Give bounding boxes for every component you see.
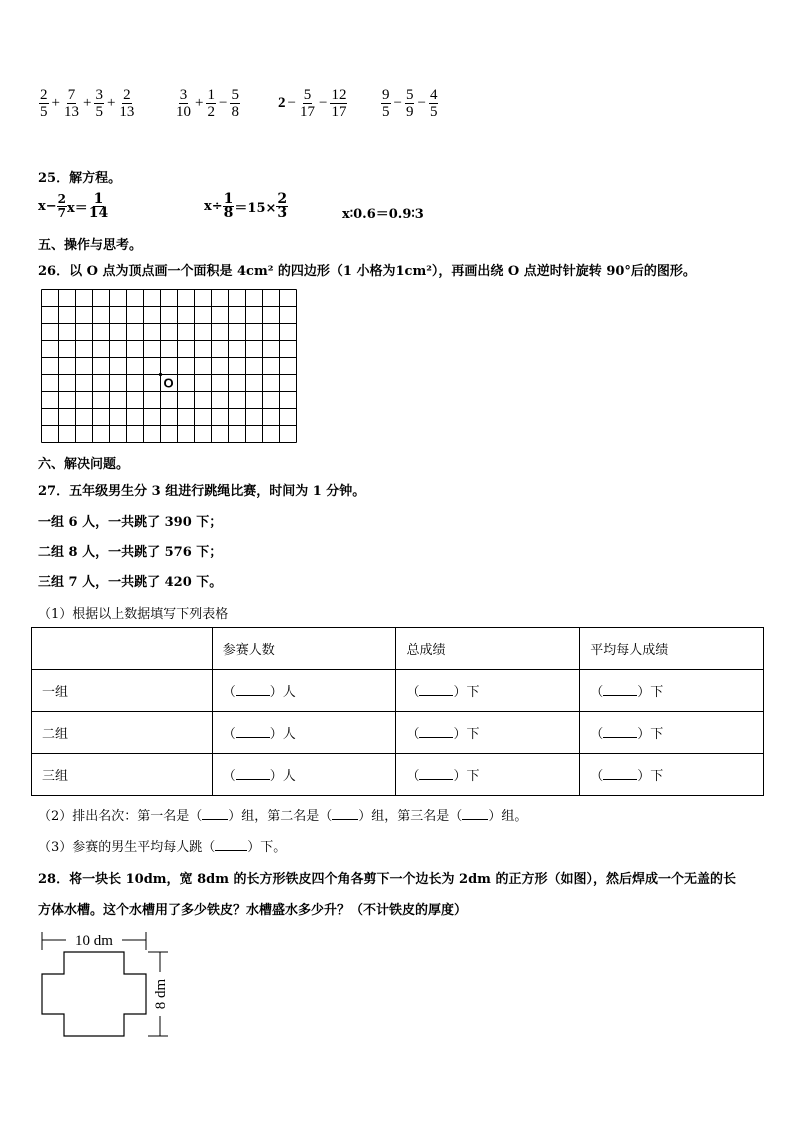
expression-3: 2 − $\frac{5}{17}$ − $\frac{12}{17}$	[278, 87, 347, 120]
rank-3-blank[interactable]	[462, 809, 488, 820]
equation-1: x− $\frac{2}{7}$ x＝ 1 14	[38, 191, 109, 221]
answer-cell[interactable]: （ ）下	[396, 712, 580, 754]
width-label: 10 dm	[75, 933, 113, 949]
q27-part1: （1）根据以上数据填写下列表格	[38, 607, 229, 622]
table-row	[32, 754, 764, 796]
point-o-label: O	[163, 375, 174, 391]
answer-cell[interactable]: （ ）人	[212, 712, 396, 754]
point-o-dot	[159, 373, 162, 376]
cross-shaped-sheet	[42, 952, 146, 1036]
q27-part3: （3）参赛的男生平均每人跳（ ）下。	[38, 840, 287, 855]
score-table	[31, 627, 764, 796]
expression-1: $\frac{2}{5}$ + $\frac{7}{13}$ + $\frac{3}{5}$ + $\frac{2}{13}$	[40, 87, 135, 120]
answer-cell[interactable]: （ ）人	[212, 670, 396, 712]
sheet-diagram	[36, 928, 176, 1040]
answer-cell[interactable]: （ ）下	[396, 670, 580, 712]
q27-group3: 三组 7 人，一共跳了 420 下。	[38, 575, 223, 590]
table-header	[32, 628, 213, 670]
equation-2: x÷ $\frac{1}{8}$ ＝15× $\frac{2}{3}$	[204, 191, 288, 221]
table-header: 参赛人数	[212, 628, 396, 670]
answer-cell[interactable]: （ ）下	[580, 670, 764, 712]
table-row	[32, 712, 764, 754]
row-label: 三组	[32, 754, 213, 796]
equation-3: x∶0.6＝0.9∶3	[342, 207, 424, 222]
q28-line1: 28．将一块长 10dm，宽 8dm 的长方形铁皮四个角各剪下一个边长为 2dm 的正方形（如图），然后焊成一个无盖的长	[38, 872, 736, 887]
table-header: 平均每人成绩	[580, 628, 764, 670]
q27-part2: （2）排出名次：第一名是（ ）组，第二名是（ ）组，第三名是（ ）组。	[38, 809, 528, 824]
average-blank[interactable]	[215, 840, 247, 851]
q27-group1: 一组 6 人，一共跳了 390 下；	[38, 515, 223, 530]
drawing-grid[interactable]	[40, 288, 300, 444]
rank-1-blank[interactable]	[202, 809, 228, 820]
q26-text: 26．以 O 点为顶点画一个面积是 4cm² 的四边形（1 小格为1cm²），再画出绕 O 点逆时针旋转 90°后的图形。	[38, 264, 696, 279]
row-label: 一组	[32, 670, 213, 712]
expression-2: $\frac{3}{10}$ + $\frac{1}{2}$ − $\frac{5}{8}$	[176, 87, 239, 120]
row-label: 二组	[32, 712, 213, 754]
answer-cell[interactable]: （ ）人	[212, 754, 396, 796]
section-5-heading: 五、操作与思考。	[38, 238, 143, 253]
height-label: 8 dm	[153, 978, 169, 1010]
table-header: 总成绩	[396, 628, 580, 670]
q25-title: 25．解方程。	[38, 171, 122, 186]
rank-2-blank[interactable]	[332, 809, 358, 820]
expression-4: $\frac{9}{5}$ − $\frac{5}{9}$ − $\frac{4}{5}$	[382, 87, 438, 120]
answer-cell[interactable]: （ ）下	[396, 754, 580, 796]
table-header-row	[32, 628, 764, 670]
table-row	[32, 670, 764, 712]
answer-cell[interactable]: （ ）下	[580, 712, 764, 754]
section-6-heading: 六、解决问题。	[38, 457, 130, 472]
q27-group2: 二组 8 人，一共跳了 576 下；	[38, 545, 223, 560]
q28-line2: 方体水槽。这个水槽用了多少铁皮？水槽盛水多少升？（不计铁皮的厚度）	[38, 903, 468, 918]
q27-title: 27．五年级男生分 3 组进行跳绳比赛，时间为 1 分钟。	[38, 484, 366, 499]
answer-cell[interactable]: （ ）下	[580, 754, 764, 796]
